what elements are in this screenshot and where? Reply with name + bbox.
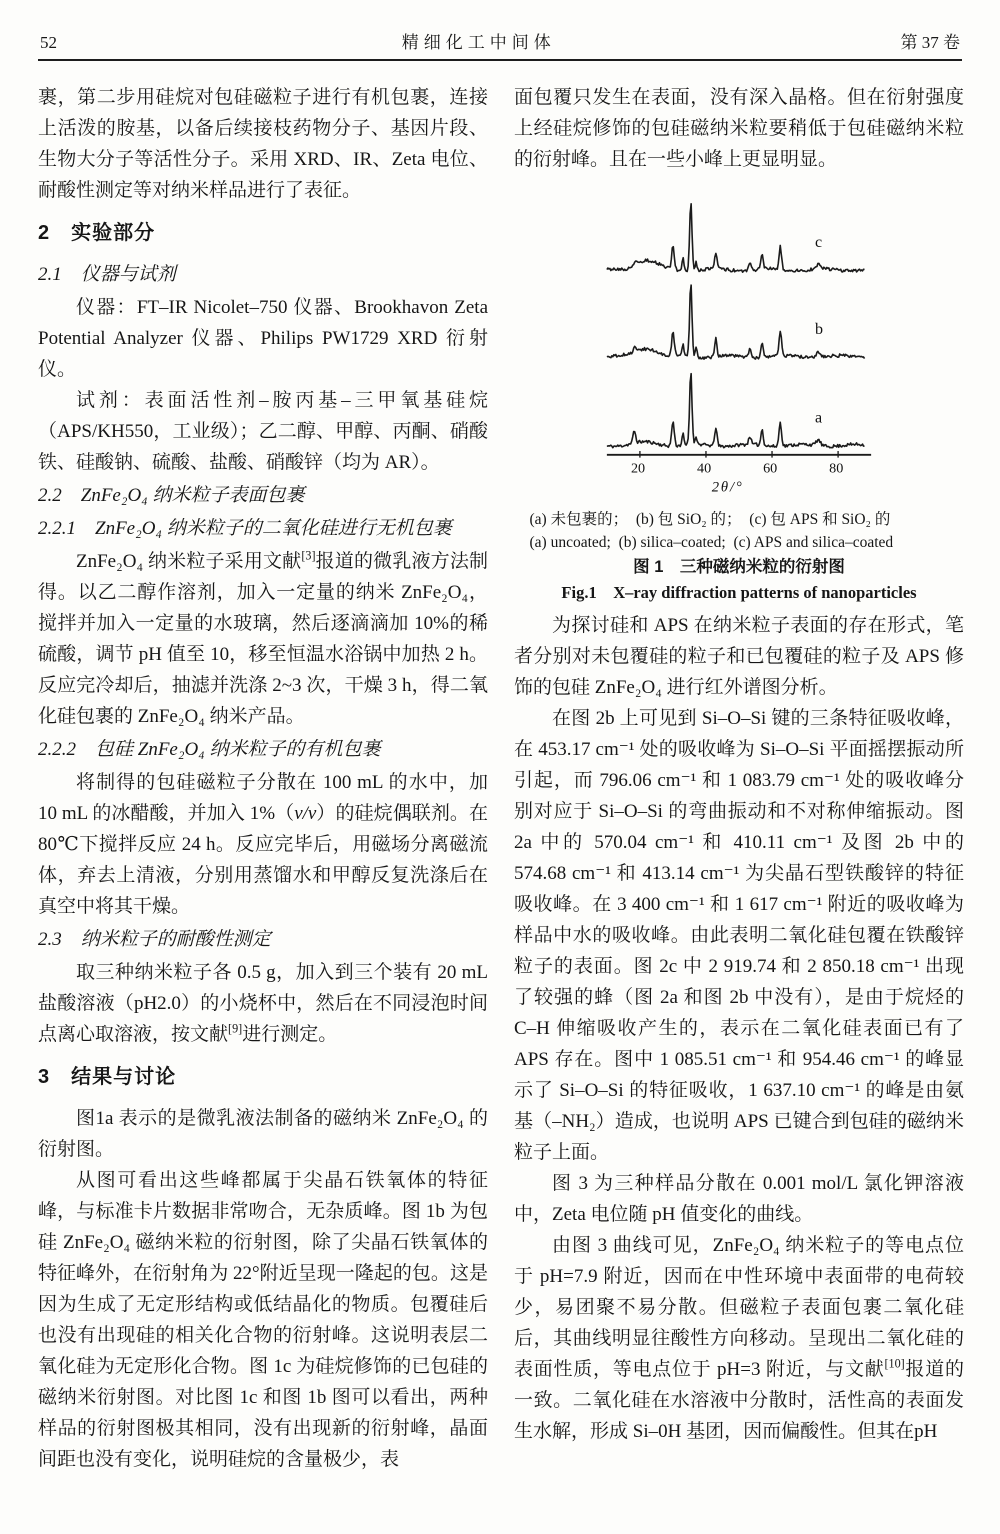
figure-caption-note-en: (a) uncoated; (b) silica–coated; (c) APS and silica–coated [529,534,894,552]
journal-title: 精细化工中间体 [401,33,556,52]
page-number: 52 [40,33,57,52]
paragraph-acid-test: 取三种纳米粒子各 0.5 g，加入到三个装有 20 mL 盐酸溶液（pH2.0）的小烧杯中，然后在不同浸泡时间点离心取溶液，按文献[9]进行测定。 [38,962,488,1045]
figure-1-caption [514,508,964,606]
paragraph-fig3-intro: 图 3 为三种样品分散在 0.001 mol/L 氯化钾溶液中，Zeta 电位随 pH 值变化的曲线。 [514,1173,964,1226]
page-body [38,82,964,1475]
volume-label: 第 37 卷 [900,33,960,52]
paragraph-silica-coating: ZnFe₂O₄ 纳米粒子采用文献[3]报道的微乳液方法制得。以乙二醇作溶剂，加入一定量的纳米 ZnFe₂O₄，搅拌并加入一定量的水玻璃，然后逐滴滴加 10%的稀硫酸，调节 pH 值至 10，移至恒温水浴锅中加热 2 h。反应完冷却后，抽滤并洗涤 2~3 次，干燥 3 h，得二氧化硅包裹的 ZnFe₂O₄ 纳米产品。 [38,548,488,727]
xrd-x-tick-label: 60 [763,460,778,477]
xrd-x-axis-label: 2θ/° [711,479,744,496]
paragraph-ir-intro: 为探讨硅和 APS 在纳米粒子表面的存在形式，笔者分别对未包覆硅的粒子和已包覆硅的粒子及 APS 修饰的包硅 ZnFe₂O₄ 进行红外谱图分析。 [514,615,964,699]
page-header [40,28,960,53]
xrd-trace-label-c: c [814,234,823,252]
paragraph-xrd-continued: 面包覆只发生在表面，没有深入晶格。但在衍射强度上经硅烷修饰的包硅磁纳米粒要稍低于包硅磁纳米粒的衍射峰。且在一些小峰上更显明显。 [514,87,964,170]
xrd-x-tick-label: 40 [697,460,712,477]
xrd-trace-a [607,374,865,448]
paragraph-intro-continued: 裹，第二步用硅烷对包硅磁粒子进行有机包裹，连接上活泼的胺基，以备后续接枝药物分子、基因片段、生物大分子等活性分子。采用 XRD、IR、Zeta 电位、耐酸性测定等对纳米样品进行了表征。 [38,87,488,201]
figure-caption-note-cn: (a) 未包裹的； (b) 包 SiO₂ 的； (c) 包 APS 和 SiO₂ 的 [529,511,891,529]
paragraph-fig1a: 图1a 表示的是微乳液法制备的磁纳米 ZnFe₂O₄ 的衍射图。 [38,1108,488,1160]
figure-title-cn: 图 1 三种磁纳米粒的衍射图 [633,558,845,577]
subsection-heading-2-3: 2.3 纳米粒子的耐酸性测定 [38,929,271,950]
figure-1-xrd [514,183,964,606]
xrd-plot [588,183,890,498]
section-heading-experimental: 2 实验部分 [38,222,156,244]
paragraph-discussion-xrd: 从图可看出这些峰都属于尖晶石铁氧体的特征峰，与标准卡片数据非常吻合，无杂质峰。图 1b 为包硅 ZnFe₂O₄ 磁纳米粒的衍射图，除了尖晶石铁氧体的特征峰外，在衍射角为 22°附近呈现一隆起的包。这是因为生成了无定形结构或低结晶化的物质。包覆硅后也没有出现硅的相关化合物的衍射峰。这说明表层二氧化硅为无定形化合物。图 1c 为硅烷修饰的已包硅的磁纳米衍射图。对比图 1c 和图 1b 图可以看出，两种样品的衍射图极其相同，没有出现新的衍射峰，晶面间距也没有变化，说明硅烷的含量极少，表 [38,1170,488,1470]
subsection-heading-2-1: 2.1 仪器与试剂 [38,264,176,285]
left-column [38,82,488,1475]
xrd-trace-c [607,204,865,272]
header-rule [38,59,962,61]
paragraph-ir-analysis: 在图 2b 上可见到 Si–O–Si 键的三条特征吸收峰，在 453.17 cm⁻¹ 处的吸收峰为 Si–O–Si 平面摇摆振动所引起，而 796.06 cm⁻¹ 和 1 083.79 cm⁻¹ 处的吸收峰分别对应于 Si–O–Si 的弯曲振动和不对称伸缩振动。图 2a 中的 570.04 cm⁻¹ 和 410.11 cm⁻¹ 及图 2b 中的 574.68 cm⁻¹ 和 413.14 cm⁻¹ 为尖晶石型铁酸锌的特征吸收峰。在 3 400 cm⁻¹ 和 1 617 cm⁻¹ 附近的吸收峰为样品中水的吸收峰。由此表明二氧化硅包覆在铁酸锌粒子的表面。图 2c 中 2 919.74 和 2 850.18 cm⁻¹ 出现了较强的蜂（图 2a 和图 2b 中没有），是由于烷烃的 C–H 伸缩吸收产生的，表示在二氧化硅表面已有了 APS 存在。图中 1 085.51 cm⁻¹ 和 954.46 cm⁻¹ 的峰显示了 Si–O–Si 的特征吸收，1 637.10 cm⁻¹ 的峰是由氨基（–NH₂）造成，也说明 APS 已键合到包硅的磁纳米粒子上面。 [514,708,964,1164]
xrd-trace-label-b: b [814,320,823,338]
paragraph-organic-coating: 将制得的包硅磁粒子分散在 100 mL 的水中，加 10 mL 的冰醋酸，并加入 1%（v/v）的硅烷偶联剂。在 80℃下搅拌反应 24 h。反应完毕后，用磁场分离磁流体，弃去上清液，分别用蒸馏水和甲醇反复洗涤后在真空中将其干燥。 [38,772,488,917]
paragraph-instruments: 仪器：FT–IR Nicolet–750 仪器、Brookhavon Zeta Potential Analyzer 仪器、Philips PW1729 XRD 衍射仪。 [38,297,488,380]
figure-title-en: Fig.1 X–ray diffraction patterns of nanoparticles [561,583,917,603]
xrd-x-tick-label: 20 [630,460,646,477]
subsection-heading-2-2-2: 2.2.2 包硅 ZnFe₂O₄ 纳米粒子的有机包裹 [38,739,381,760]
section-heading-results: 3 结果与讨论 [38,1066,177,1088]
paragraph-zeta-discussion: 由图 3 曲线可见，ZnFe₂O₄ 纳米粒子的等电点位于 pH=7.9 附近，因而在中性环境中表面带的电荷较少，易团聚不易分散。但磁粒子表面包裹二氧化硅后，其曲线明显往酸性方向移动。呈现出二氧化硅的表面性质，等电点位于 pH=3 附近，与文献[10]报道的一致。二氧化硅在水溶液中分散时，活性高的表面发生水解，形成 Si–0H 基团，因而偏酸性。但其在pH [514,1235,964,1443]
paragraph-reagents: 试剂：表面活性剂–胺丙基–三甲氧基硅烷（APS/KH550，工业级）；乙二醇、甲醇、丙酮、硝酸铁、硅酸钠、硫酸、盐酸、硝酸锌（均为 AR）。 [38,390,488,473]
subsection-heading-2-2-1: 2.2.1 ZnFe₂O₄ 纳米粒子的二氧化硅进行无机包裹 [38,518,452,539]
xrd-trace-label-a: a [814,409,823,427]
right-column [514,82,964,1475]
subsection-heading-2-2: 2.2 ZnFe₂O₄ 纳米粒子表面包裹 [38,485,305,506]
xrd-trace-b [607,285,865,359]
xrd-x-tick-label: 80 [829,460,844,477]
